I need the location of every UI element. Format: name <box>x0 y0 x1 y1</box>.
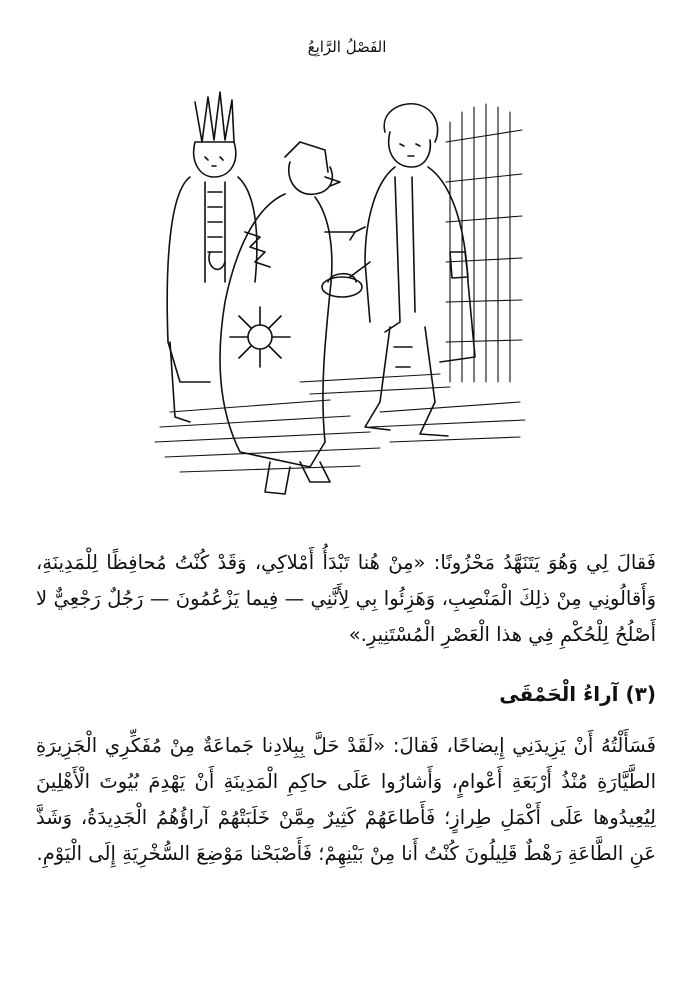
chapter-title: الفَصْلُ الرَّابِعُ <box>307 38 387 56</box>
section-heading: (٣) آراءُ الْحَمْقَى <box>499 682 656 706</box>
left-figure <box>167 92 257 422</box>
wall-hatching <box>446 104 522 382</box>
ground-hatching <box>155 374 525 472</box>
right-figure <box>322 104 475 436</box>
paragraph-1: فَقالَ لِي وَهُوَ يَتَنَهَّدُ مَحْزُونًا: «مِنْ هُنا تَبْدَأُ أَمْلاكِي، وَقَدْ كُنْتُ مُحافِظًا لِلْمَدِينَةِ، وَأَقالُونِي مِنْ ذلِكَ الْمَنْصِبِ، وَهَزِئُوا بِي لِأَنَّنِي — فِيما يَزْعُمُونَ — رَجُلٌ رَجْعِيٌّ لا أَصْلُحُ لِلْحُكْمِ فِي هذا الْعَصْرِ الْمُسْتَنِيرِ.» <box>36 551 656 646</box>
engraving-three-men-illustration <box>150 82 530 512</box>
middle-figure <box>220 142 365 494</box>
paragraph-2: فَسَأَلْتُهُ أَنْ يَزِيدَنِي إِيضاحًا، فَقالَ: «لَقَدْ حَلَّ بِبِلادِنا جَماعَةٌ مِنْ مُفَكِّرِي الْجَزِيرَةِ الطَّيَّارَةِ مُنْذُ أَرْبَعَةِ أَعْوامٍ، وَأَشارُوا عَلَى حاكِمِ الْمَدِينَةِ أَنْ يَهْدِمَ بُيُوتَ الْأَهْلِينَ لِيُعِيدُوها عَلَى أَكْمَلِ طِرازٍ؛ فَأَطاعَهُمْ كَثِيرٌ مِمَّنْ خَلَبَتْهُمْ آراؤُهُمُ الْجَدِيدَةُ، وَشَذَّ عَنِ الطَّاعَةِ رَهْطٌ قَلِيلُونَ كُنْتُ أَنا مِنْ بَيْنِهِمْ؛ فَأَصْبَحْنا مَوْضِعَ السُّخْرِيَةِ إِلَى الْيَوْمِ. <box>36 734 656 865</box>
